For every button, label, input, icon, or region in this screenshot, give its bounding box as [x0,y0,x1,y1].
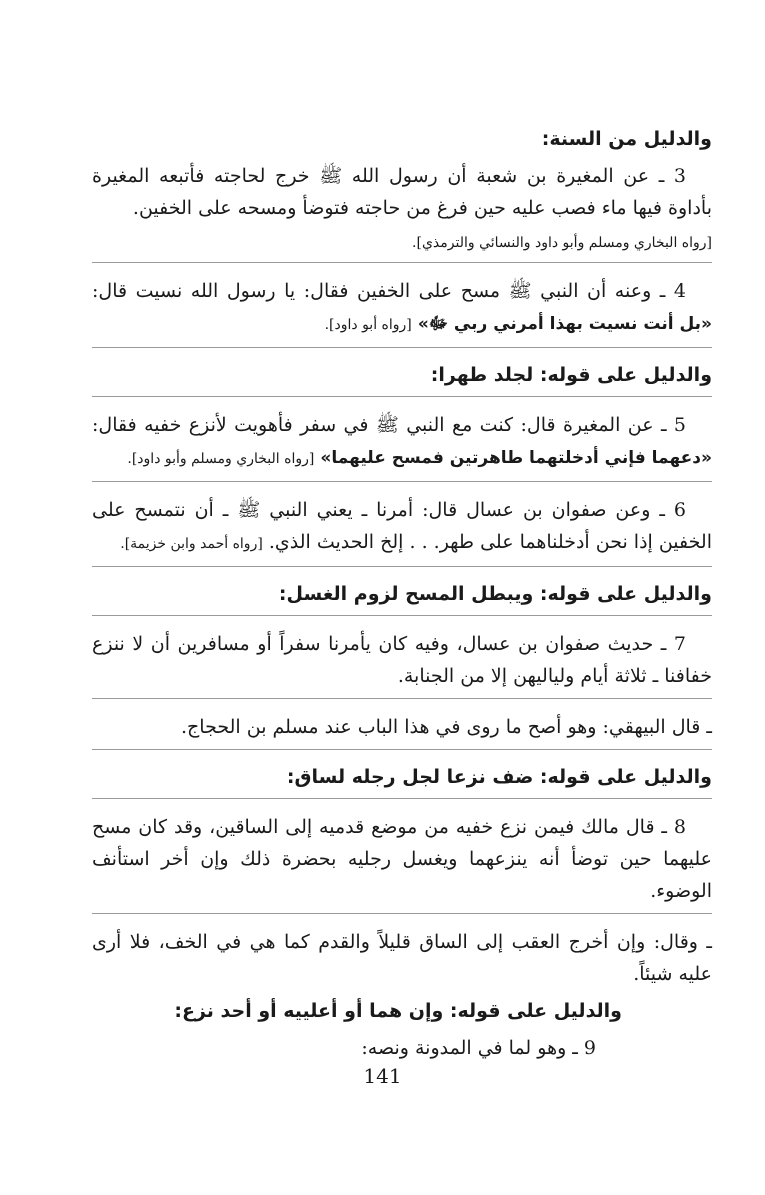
section-heading: والدليل على قوله: ضف نزعا لجل رجله لساق: [286,766,712,788]
paragraph-text: 9 ـ وهو لما في المدونة ونصه: [361,1037,596,1059]
section-heading: والدليل من السنة: [541,128,712,150]
section-heading: والدليل على قوله: لجلد طهرا: [430,364,712,386]
divider [92,566,712,567]
paragraph [92,1032,622,1064]
paragraph-text: 7 ـ حديث صفوان بن عسال، وفيه كان يأمرنا سفراً أو مسافرين أن لا ننزع خفافنا ـ ثلاثة أيام ولياليهن إلا من الجنابة. [92,633,712,687]
paragraph [92,711,712,743]
divider [92,913,712,914]
citation: [رواه أبو داود]. [324,317,412,333]
divider [92,615,712,616]
divider [92,698,712,699]
section-heading: والدليل على قوله: ويبطل المسح لزوم الغسل: [278,583,712,605]
paragraph-text: ـ قال البيهقي: وهو أصح ما روى في هذا الباب عند مسلم بن الحجاج. [181,716,712,738]
paragraph [92,494,712,560]
divider [92,749,712,750]
page-number: 141 [363,1064,402,1088]
citation: [رواه البخاري ومسلم وأبو داود]. [127,451,315,467]
citation: [رواه أحمد وابن خزيمة]. [120,536,263,552]
page-text [92,124,712,1070]
paragraph [92,409,712,475]
paragraph [92,926,712,990]
section-heading: والدليل على قوله: وإن هما أو أعلييه أو أحد نزع: [174,1000,622,1022]
divider [92,347,712,348]
divider [92,396,712,397]
divider [92,481,712,482]
paragraph [92,275,712,341]
divider [92,262,712,263]
citation: [رواه البخاري ومسلم وأبو داود والنسائي والترمذي]. [412,235,712,251]
paragraph [92,160,712,224]
paragraph [92,811,712,907]
divider [92,798,712,799]
paragraph [92,628,712,692]
paragraph-text: 4 ـ وعنه أن النبي ﷺ مسح على الخفين فقال: يا رسول الله نسيت قال: [92,280,686,302]
hadith-quote: «دعهما فإني أدخلتهما طاهرتين فمسح عليهما» [320,448,712,468]
paragraph-text: 3 ـ عن المغيرة بن شعبة أن رسول الله ﷺ خرج لحاجته فأتبعه المغيرة بأداوة فيها ماء فصب عليه حين فرغ من حاجته فتوضأ ومسحه على الخفين. [92,165,712,219]
paragraph-text: 8 ـ قال مالك فيمن نزع خفيه من موضع قدميه إلى الساقين، وقد كان مسح عليهما حين توضأ أنه ينزعهما ويغسل رجليه بحضرة ذلك وإن أخر استأنف الوضوء. [92,816,712,902]
paragraph-text: 6 ـ وعن صفوان بن عسال قال: أمرنا ـ يعني النبي ﷺ ـ أن نتمسح على الخفين إذا نحن أدخلناهما على طهر. . . إلخ الحديث الذي. [92,499,712,553]
paragraph-text: ـ وقال: وإن أخرج العقب إلى الساق قليلاً والقدم كما هي في الخف، فلا أرى عليه شيئاً. [92,931,712,985]
paragraph-text: 5 ـ عن المغيرة قال: كنت مع النبي ﷺ في سفر فأهويت لأنزع خفيه فقال: [92,414,686,436]
hadith-quote: «بل أنت نسيت بهذا أمرني ربي ﷻ» [417,314,712,334]
